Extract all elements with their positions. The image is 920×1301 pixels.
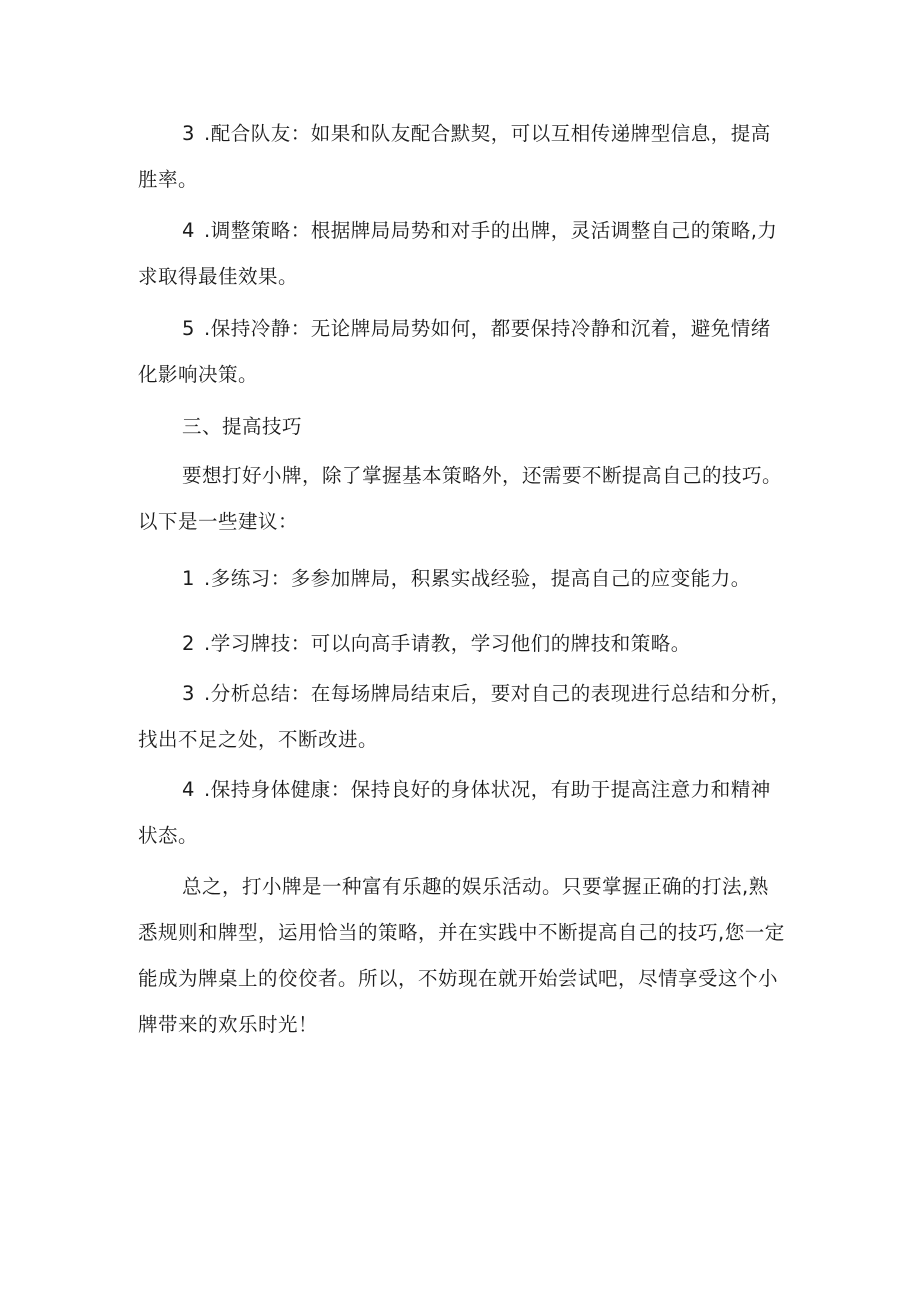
paragraph-intro xyxy=(138,453,798,545)
paragraph-line: 化影响决策。 xyxy=(138,363,259,386)
paragraph-line: 胜率。 xyxy=(138,168,199,191)
paragraph-line: 求取得最佳效果。 xyxy=(138,265,299,288)
list-number: 4 xyxy=(182,219,195,242)
paragraph-stay-calm xyxy=(138,306,798,398)
paragraph-adjust-strategy xyxy=(138,208,798,300)
paragraph-line: 能成为牌桌上的佼佼者。所以，不妨现在就开始尝试吧，尽情享受这个小 xyxy=(138,967,779,990)
paragraph-conclusion xyxy=(138,864,798,1048)
section-heading xyxy=(138,404,798,450)
paragraph-line: 要想打好小牌，除了掌握基本策略外，还需要不断提高自己的技巧。 xyxy=(182,464,783,487)
paragraph-line: 找出不足之处，不断改进。 xyxy=(138,728,379,751)
paragraph-line: 牌带来的欢乐时光！ xyxy=(138,1013,319,1036)
list-number: 3 xyxy=(182,682,195,705)
paragraph-line: .分析总结：在每场牌局结束后，要对自己的表现进行总结和分析， xyxy=(204,682,791,705)
list-number: 5 xyxy=(182,317,195,340)
paragraph-line: .多练习：多参加牌局，积累实战经验，提高自己的应变能力。 xyxy=(204,567,751,590)
paragraph-line: .配合队友：如果和队友配合默契，可以互相传递牌型信息，提高 xyxy=(204,122,771,145)
paragraph-line: .保持身体健康：保持良好的身体状况，有助于提高注意力和精神 xyxy=(204,778,771,801)
list-number: 3 xyxy=(182,122,195,145)
paragraph-line: 状态。 xyxy=(138,824,199,847)
list-number: 1 xyxy=(182,567,195,590)
paragraph-line: 悉规则和牌型，运用恰当的策略，并在实践中不断提高自己的技巧,您一定 xyxy=(138,921,785,944)
paragraph-analyze xyxy=(138,671,798,763)
list-number: 4 xyxy=(182,778,195,801)
paragraph-line: 以下是一些建议： xyxy=(138,510,299,533)
paragraph-health xyxy=(138,767,798,859)
section-heading-text: 三、提高技巧 xyxy=(182,415,303,438)
paragraph-line: .调整策略：根据牌局局势和对手的出牌，灵活调整自己的策略,力 xyxy=(204,219,778,242)
list-number: 2 xyxy=(182,632,195,655)
paragraph-line: 总之，打小牌是一种富有乐趣的娱乐活动。只要掌握正确的打法,熟 xyxy=(182,875,769,898)
paragraph-teammate xyxy=(138,111,798,203)
paragraph-learn xyxy=(138,621,798,667)
paragraph-line: .保持冷静：无论牌局局势如何，都要保持冷静和沉着，避免情绪 xyxy=(204,317,771,340)
paragraph-practice xyxy=(138,556,798,602)
paragraph-line: .学习牌技：可以向高手请教，学习他们的牌技和策略。 xyxy=(204,632,691,655)
